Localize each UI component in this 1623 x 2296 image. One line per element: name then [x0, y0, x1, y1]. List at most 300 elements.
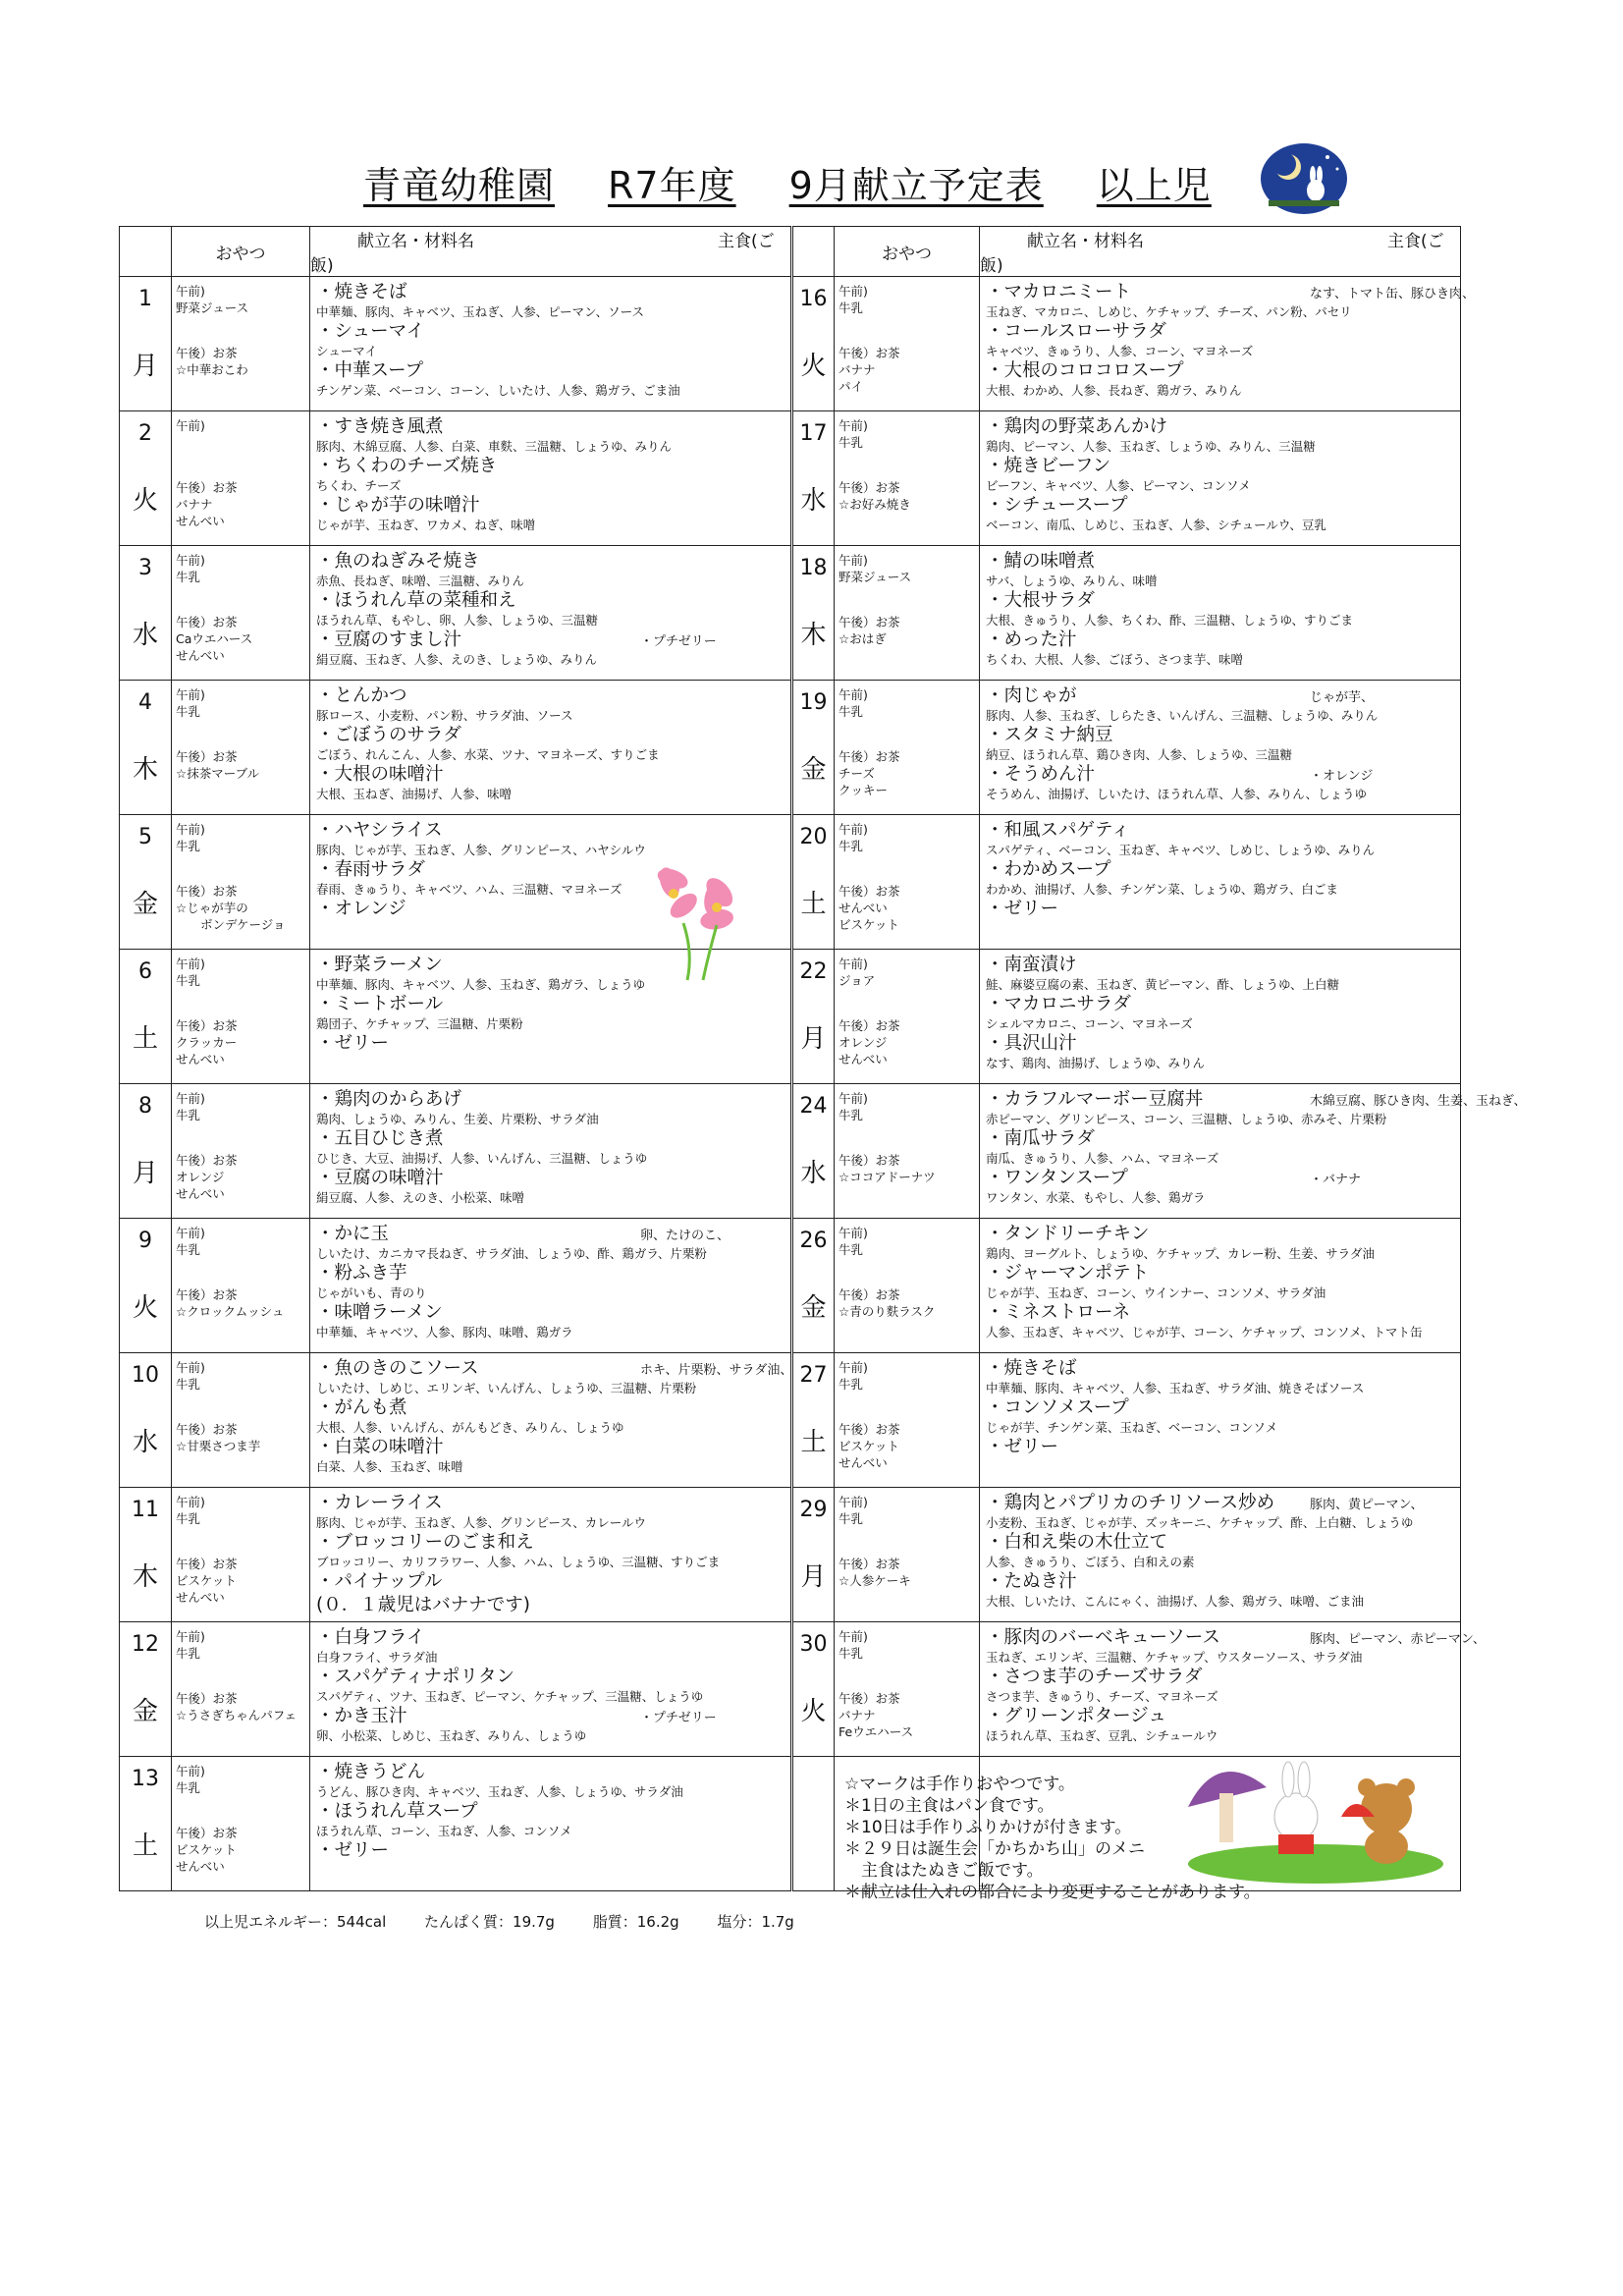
snack-line: チーズ: [839, 766, 875, 781]
snack-line: オレンジ: [176, 1170, 225, 1184]
weekday: 月: [132, 1159, 158, 1188]
dish-name: [316, 494, 790, 518]
note-line: ＊1日の主食はパン食です。: [844, 1796, 1055, 1816]
menu-row: [120, 1353, 1461, 1488]
header-day-right: [793, 227, 835, 277]
dish-title: ・かに玉: [316, 1224, 390, 1244]
snack-line: 午前): [176, 553, 205, 568]
dish-name: [316, 819, 790, 843]
menu-row: [120, 681, 1461, 815]
snack-line: せんべい: [839, 901, 888, 915]
dish-name: [986, 359, 1460, 383]
dish-title: ・鶏肉とパプリカのチリソース炒め: [986, 1493, 1275, 1513]
snack-list: [835, 411, 979, 529]
dish-cell: [980, 815, 1461, 950]
day-cell: [793, 277, 835, 411]
dish-name: [986, 1167, 1460, 1190]
dish-name: [316, 550, 790, 574]
nutrition-protein: たんぱく質：19.7g: [424, 1913, 555, 1931]
dish-title: ・カレーライス: [316, 1493, 443, 1513]
day-number: 27: [799, 1363, 828, 1388]
dish-title: ・オレンジ: [316, 899, 406, 919]
dish-side-note: ・オレンジ: [1310, 769, 1374, 784]
weekday: 土: [132, 1831, 158, 1861]
dish-title: ・コールスローサラダ: [986, 321, 1166, 342]
dish-title: ・ゼリー: [316, 1840, 390, 1861]
snack-line: [176, 854, 309, 871]
dish-title: ・春雨サラダ: [316, 859, 425, 880]
snack-line: 午前): [839, 553, 868, 568]
day-cell: [793, 1353, 835, 1488]
dish-title: ・鯖の味噌煮: [986, 551, 1096, 572]
title-year: R7年度: [608, 164, 736, 207]
dish-name: [316, 763, 790, 787]
weekday: 土: [132, 1024, 158, 1054]
dish-title: ・南蛮漬け: [986, 955, 1077, 975]
snack-line: 午後）お茶: [839, 1422, 900, 1437]
menu-body: [120, 277, 1527, 1891]
dish-side-note: 豚肉、ピーマン、赤ピーマン、: [1310, 1632, 1486, 1647]
snack-line: 午後）お茶: [839, 1287, 900, 1302]
weekday: 木: [132, 755, 158, 785]
dish-list: [310, 1353, 793, 1475]
ingredients: 大根、人参、いんげん、がんもどき、みりん、しょうゆ: [316, 1420, 624, 1435]
menu-row: [120, 411, 1461, 546]
snack-line: 午前): [176, 822, 205, 837]
snack-list: [172, 411, 309, 529]
dish-list: [310, 681, 790, 802]
ingredients: じゃが芋、チンゲン菜、玉ねぎ、ベーコン、コンソメ: [986, 1420, 1278, 1435]
snack-line: ☆人参ケーキ: [839, 1573, 911, 1588]
dish-list: [980, 1488, 1460, 1610]
dish-name: [986, 281, 1475, 304]
day-number: 9: [138, 1229, 152, 1253]
day-number: 16: [799, 287, 828, 311]
snack-line: [176, 782, 309, 798]
ingredients: 赤ピーマン、グリンピース、コーン、三温糖、しょうゆ、赤みそ、片栗粉: [986, 1112, 1387, 1126]
dish-side-note: 木綿豆腐、豚ひき肉、生姜、玉ねぎ、: [1310, 1094, 1527, 1109]
snack-line: せんべい: [176, 1859, 225, 1874]
snack-line: 牛乳: [839, 1242, 864, 1257]
snack-line: [839, 720, 979, 737]
dish-name: [986, 1492, 1460, 1515]
snack-line: [839, 854, 979, 871]
day-cell: [793, 546, 835, 681]
dish-name: [986, 1357, 1460, 1381]
header-day-left: [120, 227, 172, 277]
dish-name: [316, 1032, 790, 1056]
snack-line: [176, 989, 309, 1006]
day-number: 6: [138, 959, 152, 984]
dish-name: [986, 494, 1460, 518]
dish-title: ・焼きうどん: [316, 1762, 426, 1782]
snack-line: せんべい: [176, 1590, 225, 1605]
day-cell: [120, 1488, 172, 1622]
snack-list: [172, 1219, 309, 1337]
dish-title: ・すき焼き風煮: [316, 416, 444, 437]
dish-title: ・大根のコロコロスープ: [986, 360, 1184, 381]
day-number: 30: [799, 1632, 828, 1657]
weekday: 水: [800, 486, 827, 516]
dish-title: ・たぬき汁: [986, 1571, 1077, 1592]
dish-cell: [310, 277, 791, 411]
nutrition-fat: 脂質：16.2g: [592, 1913, 679, 1931]
dish-title: ・シューマイ: [316, 321, 425, 342]
snack-line: 午後）お茶: [839, 1018, 900, 1033]
snack-line: 午前): [839, 1091, 868, 1106]
menu-table: [119, 226, 1527, 1891]
day-number: 17: [799, 421, 828, 446]
snack-line: 午前): [839, 284, 868, 299]
dish-cell: [980, 681, 1461, 815]
day-cell: [793, 815, 835, 950]
dish-title: ・シチュースープ: [986, 495, 1128, 516]
dish-name: [316, 1396, 790, 1420]
dish-name: [316, 1088, 790, 1112]
ingredients: 絹豆腐、玉ねぎ、人参、えのき、しょうゆ、みりん: [316, 652, 598, 667]
day-number: 20: [799, 825, 828, 849]
snack-line: クッキー: [839, 783, 889, 797]
dish-name: [986, 550, 1460, 574]
snack-line: 午後）お茶: [176, 346, 238, 360]
dish-cell: [980, 277, 1475, 411]
dish-list: [310, 1219, 790, 1340]
weekday: 月: [800, 1024, 827, 1054]
snack-cell: [835, 681, 980, 815]
snack-line: ☆甘栗さつま芋: [176, 1439, 261, 1453]
dish-name: [316, 1167, 790, 1190]
snack-line: Feウエハース: [839, 1724, 914, 1739]
ingredients: 中華麺、キャベツ、人参、豚肉、味噌、鶏ガラ: [316, 1325, 573, 1339]
day-cell: [793, 1622, 835, 1757]
dish-name: [316, 993, 790, 1016]
snack-line: Caウエハース: [176, 631, 253, 646]
dish-name: [316, 1127, 790, 1151]
dish-name: [316, 1436, 790, 1459]
snack-line: [839, 647, 979, 664]
snack-line: ☆うさぎちゃんパフェ: [176, 1708, 298, 1722]
snack-line: [176, 316, 309, 333]
snack-line: 午後）お茶: [839, 615, 900, 629]
dish-cell: [980, 546, 1461, 681]
ingredients: 大根、玉ねぎ、油揚げ、人参、味噌: [316, 787, 513, 801]
dish-name: [986, 898, 1460, 921]
snack-list: [835, 815, 979, 933]
day-number: 24: [799, 1094, 828, 1119]
snack-line: 牛乳: [176, 1511, 201, 1526]
ingredients: しいたけ、しめじ、エリンギ、いんげん、しょうゆ、三温糖、片栗粉: [316, 1381, 697, 1395]
snack-line: 牛乳: [839, 301, 864, 315]
dish-name: [986, 1262, 1460, 1285]
dish-name: [316, 1531, 790, 1555]
snack-line: 午後）お茶: [176, 749, 238, 764]
ingredients: サバ、しょうゆ、みりん、味噌: [986, 574, 1158, 588]
dish-title: ・スタミナ納豆: [986, 725, 1113, 745]
dish-title: ・パイナップル: [316, 1571, 443, 1592]
day-cell: [120, 950, 172, 1084]
snack-line: 午前): [176, 1629, 205, 1644]
weekday: 土: [800, 890, 827, 919]
dish-cell: [310, 681, 791, 815]
snack-line: ☆おはぎ: [839, 631, 887, 646]
dish-name: [986, 819, 1460, 843]
dish-name: [316, 359, 790, 383]
snack-line: [839, 1527, 979, 1544]
snack-line: 牛乳: [176, 1242, 201, 1257]
dish-title: ・ゼリー: [316, 1033, 390, 1054]
dish-cell: [980, 411, 1461, 546]
dish-title: ・ブロッコリーのごま和え: [316, 1532, 534, 1553]
ingredients: キャベツ、きゅうり、人参、コーン、マヨネーズ: [986, 344, 1254, 358]
snack-line: 午前): [176, 1360, 205, 1375]
snack-line: [839, 1320, 979, 1337]
ingredients: ちくわ、チーズ: [316, 478, 402, 493]
snack-list: [172, 1353, 309, 1471]
dish-side-note: ・プチゼリー: [640, 634, 717, 649]
snack-line: 午後）お茶: [176, 884, 238, 899]
ingredients: わかめ、油揚げ、人参、チンゲン菜、しょうゆ、鶏ガラ、白ごま: [986, 882, 1338, 897]
ingredients: ひじき、大豆、油揚げ、人参、いんげん、三温糖、しょうゆ: [316, 1151, 648, 1166]
dish-title: ・魚のきのこソース: [316, 1358, 479, 1379]
dish-cell: [980, 950, 1461, 1084]
snack-line: [176, 1796, 309, 1813]
ingredients: ちくわ、大根、人参、ごぼう、さつま芋、味噌: [986, 652, 1244, 667]
snack-line: 午後）お茶: [839, 749, 900, 764]
snack-line: [839, 585, 979, 602]
dish-side-note: じゃが芋、: [1310, 690, 1375, 705]
snack-line: [176, 434, 309, 451]
dish-name: [316, 1357, 793, 1381]
page-title: [363, 155, 1237, 209]
snack-list: [172, 681, 309, 798]
dish-title: (０．１歳児はバナナです): [316, 1595, 530, 1615]
dish-side-note: 豚肉、黄ピーマン、: [1310, 1498, 1424, 1512]
weekday: 火: [800, 352, 827, 381]
dish-title: ・焼きビーフン: [986, 456, 1111, 476]
dish-name: [316, 1262, 790, 1285]
snack-cell: [835, 815, 980, 950]
snack-line: 午後）お茶: [176, 1826, 238, 1840]
title-menu: 9月献立予定表: [788, 164, 1044, 207]
snack-line: 午前): [176, 687, 205, 702]
snack-line: ☆お好み焼き: [839, 497, 911, 512]
dish-side-note: 卵、たけのこ、: [640, 1229, 730, 1243]
dish-cell: [980, 1488, 1461, 1622]
ingredients: 人参、玉ねぎ、キャベツ、じゃが芋、コーン、ケチャップ、コンソメ、トマト缶: [986, 1325, 1423, 1339]
ingredients: じゃが芋、玉ねぎ、ワカメ、ねぎ、味噌: [316, 518, 536, 532]
animals-illustration-icon: [1168, 1748, 1443, 1884]
dish-name: [316, 629, 790, 652]
ingredients: 人参、きゅうり、ごぼう、白和えの素: [986, 1555, 1195, 1569]
snack-line: 午後）お茶: [176, 1153, 238, 1168]
weekday: 木: [132, 1562, 158, 1592]
snack-line: ビスケット: [176, 1573, 237, 1588]
day-number: 2: [138, 421, 152, 446]
snack-line: 午前): [839, 957, 868, 971]
snack-cell: [172, 546, 310, 681]
day-cell: [793, 1084, 835, 1219]
snack-cell: [835, 1353, 980, 1488]
note-line: ☆マークは手作りおやつです。: [844, 1775, 1075, 1794]
day-number: 11: [132, 1498, 159, 1522]
dish-title: ・がんも煮: [316, 1397, 407, 1418]
snack-line: 午前): [839, 1629, 868, 1644]
dish-name: [316, 415, 790, 439]
snack-cell: [835, 546, 980, 681]
dish-list: [310, 411, 790, 533]
dish-title: ・マカロニサラダ: [986, 994, 1131, 1014]
weekday: 月: [800, 1562, 827, 1592]
menu-row: [120, 950, 1461, 1084]
snack-line: バナナ: [839, 362, 876, 377]
dish-name: [316, 1839, 790, 1863]
dish-title: ・タンドリーチキン: [986, 1224, 1150, 1244]
snack-line: [176, 1454, 309, 1471]
dish-name: [986, 1396, 1460, 1420]
snack-line: [839, 1185, 979, 1202]
dish-list: [980, 815, 1460, 921]
day-cell: [793, 1219, 835, 1353]
dish-list: [310, 1488, 790, 1617]
header-dish-label: 献立名・材料名: [357, 232, 474, 251]
dish-name: [986, 1705, 1460, 1728]
header-snack-left: おやつ: [172, 227, 310, 277]
snack-cell: [172, 815, 310, 950]
dish-name: [986, 1301, 1460, 1325]
snack-list: [835, 1622, 979, 1740]
dish-side-note: なす、トマト缶、豚ひき肉、: [1310, 287, 1475, 301]
snack-line: [176, 1123, 309, 1140]
nutrition-salt: 塩分：1.7g: [717, 1913, 794, 1931]
ingredients: シェルマカロニ、コーン、マヨネーズ: [986, 1016, 1193, 1031]
snack-line: 午後）お茶: [839, 1153, 900, 1168]
snack-line: 野菜ジュース: [176, 301, 249, 315]
ingredients: 豚肉、じゃが芋、玉ねぎ、人参、グリンピース、カレールウ: [316, 1515, 647, 1530]
dish-title: ・ほうれん草スープ: [316, 1801, 478, 1822]
snack-line: ☆中華おこわ: [176, 362, 248, 377]
ingredients: ほうれん草、コーン、玉ねぎ、人参、コンソメ: [316, 1824, 572, 1838]
dish-name: [986, 1570, 1460, 1594]
snack-line: せんべい: [839, 1052, 888, 1066]
ingredients: 玉ねぎ、マカロニ、しめじ、ケチャップ、チーズ、パン粉、パセリ: [986, 304, 1352, 319]
dish-title: ・白和え柴の木仕立て: [986, 1532, 1168, 1553]
snack-line: 牛乳: [839, 1377, 864, 1392]
dish-name: [316, 684, 790, 708]
dish-name: [986, 763, 1460, 787]
dish-title: ・ゼリー: [986, 899, 1059, 919]
snack-list: [172, 546, 309, 664]
dish-name: [316, 455, 790, 478]
dish-name: [316, 1594, 790, 1617]
snack-line: ボンデケージョ: [176, 917, 286, 932]
weekday: 月: [132, 352, 158, 381]
day-cell: [120, 277, 172, 411]
dish-name: [986, 724, 1460, 747]
snack-line: [839, 989, 979, 1006]
snack-cell: [172, 1084, 310, 1219]
snack-line: バナナ: [839, 1708, 876, 1722]
snack-cell: [172, 277, 310, 411]
snack-line: 午後）お茶: [839, 480, 900, 495]
dish-list: [310, 277, 790, 399]
snack-line: 午後）お茶: [839, 1691, 900, 1706]
snack-line: 牛乳: [839, 1646, 864, 1661]
dish-title: ・さつま芋のチーズサラダ: [986, 1667, 1203, 1687]
snack-line: 牛乳: [176, 570, 201, 584]
snack-line: パイ: [839, 379, 864, 394]
snack-line: 牛乳: [839, 704, 864, 719]
day-number: 18: [799, 556, 828, 580]
ingredients: しいたけ、カニカマ長ねぎ、サラダ油、しょうゆ、酢、鶏ガラ、片栗粉: [316, 1246, 707, 1261]
ingredients: さつま芋、きゅうり、チーズ、マヨネーズ: [986, 1689, 1218, 1704]
snack-line: 午後）お茶: [839, 884, 900, 899]
dish-list: [980, 1084, 1527, 1206]
ingredients: 豚肉、人参、玉ねぎ、しらたき、いんげん、三温糖、しょうゆ、みりん: [986, 708, 1379, 723]
cosmos-flower-icon: [644, 864, 756, 982]
snack-line: [839, 316, 979, 333]
dish-cell: [310, 1622, 791, 1757]
snack-line: せんべい: [176, 1186, 225, 1201]
ingredients: 小麦粉、玉ねぎ、じゃが芋、ズッキーニ、ケチャップ、酢、上白糖、しょうゆ: [986, 1515, 1414, 1530]
menu-row: [120, 815, 1461, 950]
dish-name: [316, 1761, 790, 1784]
ingredients: 鶏肉、しょうゆ、みりん、生姜、片栗粉、サラダ油: [316, 1112, 599, 1126]
snack-line: [839, 1258, 979, 1275]
ingredients: 中華麺、豚肉、キャベツ、玉ねぎ、人参、ピーマン、ソース: [316, 304, 645, 319]
snack-line: 牛乳: [176, 1108, 201, 1122]
snack-line: 牛乳: [839, 839, 864, 853]
ingredients: スパゲティ、ベーコン、玉ねぎ、キャベツ、しめじ、しょうゆ、みりん: [986, 843, 1376, 857]
day-cell: [120, 546, 172, 681]
dish-list: [980, 950, 1460, 1071]
snack-list: [835, 1084, 979, 1202]
dish-title: ・ごぼうのサラダ: [316, 725, 461, 745]
ingredients: チンゲン菜、ベーコン、コーン、しいたけ、人参、鶏ガラ、ごま油: [316, 383, 680, 398]
snack-line: [176, 1527, 309, 1544]
snack-cell: [835, 950, 980, 1084]
menu-row: [120, 546, 1461, 681]
ingredients: 玉ねぎ、エリンギ、三温糖、ケチャップ、ウスターソース、サラダ油: [986, 1650, 1363, 1665]
weekday: 水: [132, 621, 158, 650]
dish-cell: [980, 1219, 1461, 1353]
snack-list: [172, 950, 309, 1067]
dish-title: ・魚のねぎみそ焼き: [316, 551, 480, 572]
snack-list: [172, 1488, 309, 1606]
ingredients: 納豆、ほうれん草、鶏ひき肉、人参、しょうゆ、三温糖: [986, 747, 1293, 762]
ingredients: 大根、しいたけ、こんにゃく、油揚げ、人参、鶏ガラ、味噌、ごま油: [986, 1594, 1365, 1609]
dish-name: [986, 1127, 1460, 1151]
ingredients: 白菜、人参、玉ねぎ、味噌: [316, 1459, 463, 1474]
dish-title: ・カラフルマーボー豆腐丼: [986, 1089, 1204, 1110]
snack-list: [835, 546, 979, 664]
day-cell: [793, 411, 835, 546]
dish-name: [316, 1666, 790, 1689]
nutrition-energy: 以上児エネルギー：544cal: [204, 1913, 387, 1931]
ingredients: 大根、きゅうり、人参、ちくわ、酢、三温糖、しょうゆ、すりごま: [986, 613, 1354, 628]
dish-name: [986, 954, 1460, 977]
dish-list: [980, 411, 1460, 533]
snack-line: ☆ココアドーナツ: [839, 1170, 936, 1184]
dish-title: ・肉じゃが: [986, 685, 1077, 706]
snack-cell: [172, 950, 310, 1084]
snack-cell: [172, 411, 310, 546]
empty-day-cell: [793, 1757, 835, 1891]
dish-title: ・ミートボール: [316, 994, 444, 1014]
day-cell: [793, 1488, 835, 1622]
dish-name: [986, 993, 1460, 1016]
weekday: 水: [800, 1159, 827, 1188]
dish-name: [316, 1223, 790, 1246]
